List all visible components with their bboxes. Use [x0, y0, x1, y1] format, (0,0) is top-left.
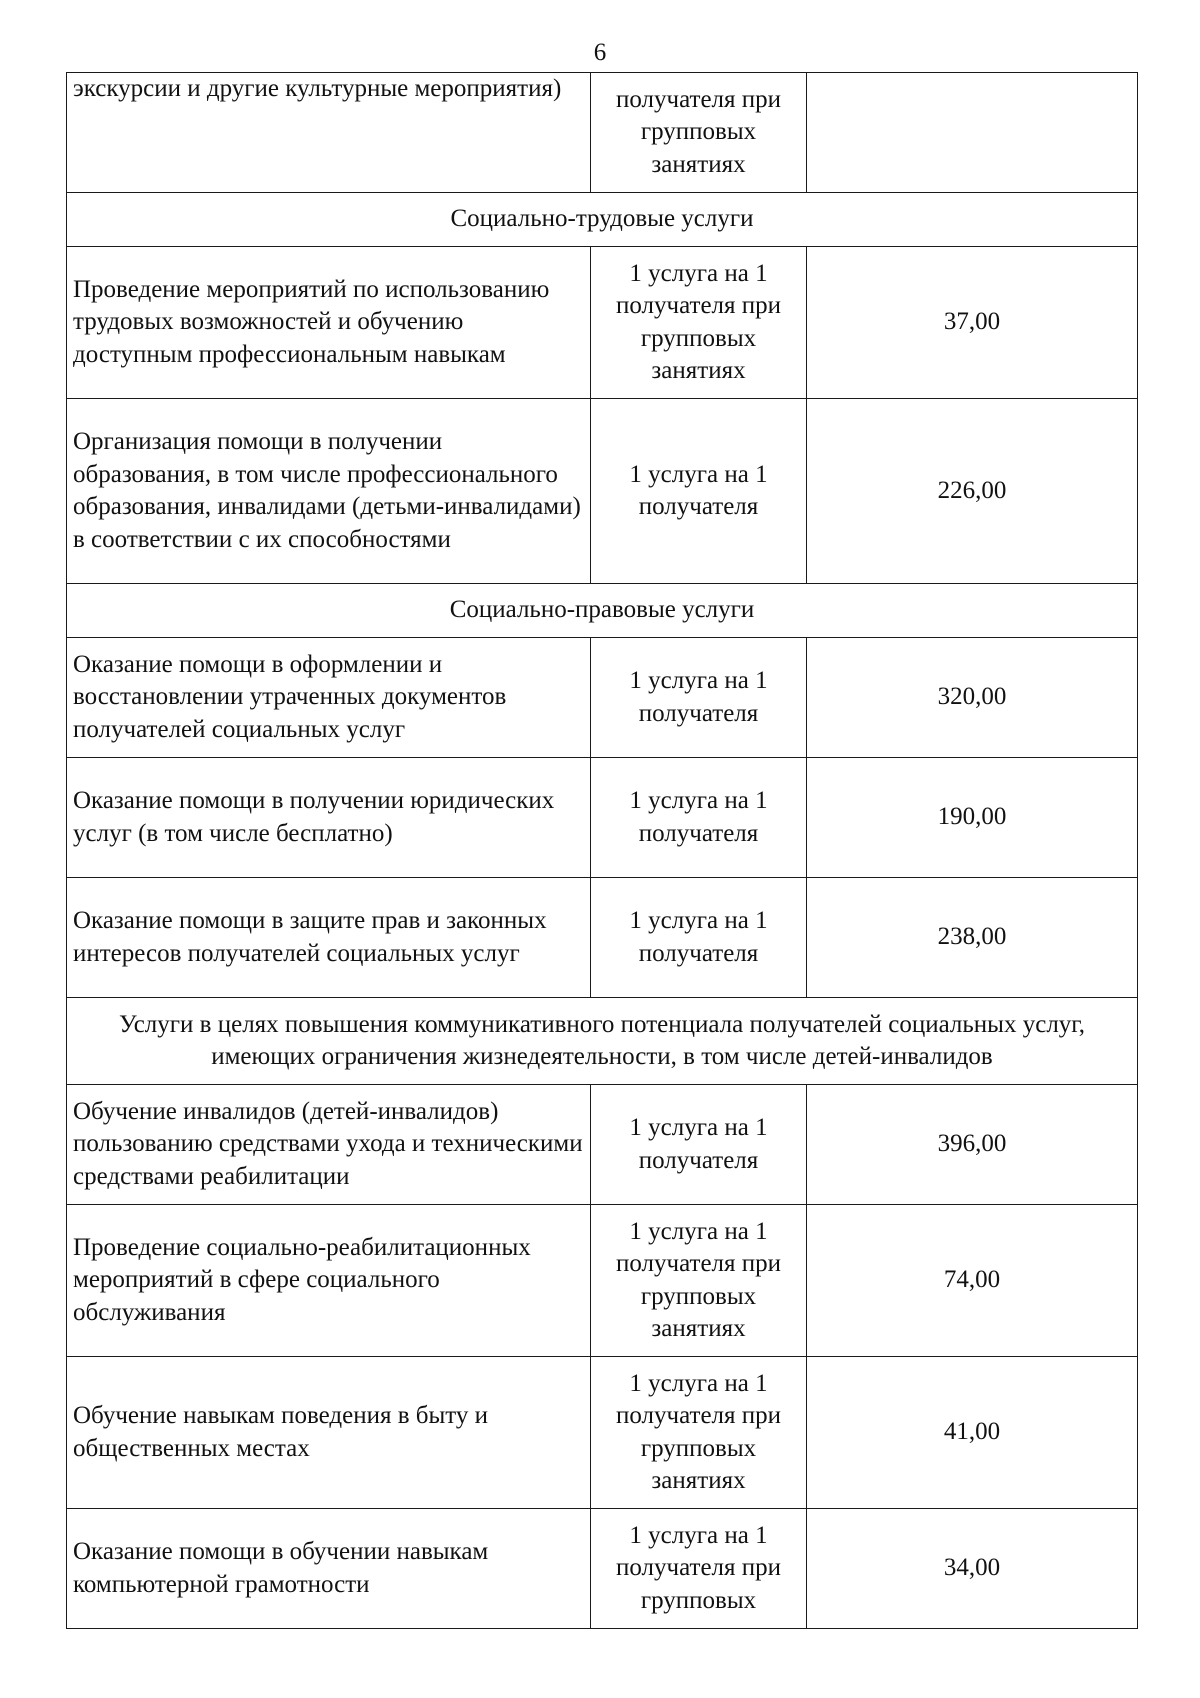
service-name-cell: Обучение инвалидов (детей-инвалидов) пользованию средствами ухода и техническими средствами реабилитации — [67, 1085, 591, 1205]
table-row — [67, 758, 1138, 878]
service-name-cell: Обучение навыкам поведения в быту и общественных местах — [67, 1357, 591, 1509]
table-row — [67, 247, 1138, 399]
service-name-cell: Организация помощи в получении образования, в том числе профессионального образования, инвалидами (детьми-инвалидами) в соответствии с их способностями — [67, 399, 591, 584]
section-title: Услуги в целях повышения коммуникативного потенциала получателей социальных услуг, имеющих ограничения жизнедеятельности, в том числе детей-инвалидов — [67, 998, 1138, 1085]
price-cell: 37,00 — [807, 247, 1138, 399]
table-row — [67, 399, 1138, 584]
table-body — [67, 73, 1138, 1629]
service-name-cell: Оказание помощи в защите прав и законных интересов получателей социальных услуг — [67, 878, 591, 998]
unit-cell: 1 услуга на 1 получателя при групповых занятиях — [591, 1357, 807, 1509]
price-cell — [807, 73, 1138, 193]
unit-cell: получателя при групповых занятиях — [591, 73, 807, 193]
price-cell: 396,00 — [807, 1085, 1138, 1205]
price-cell: 320,00 — [807, 638, 1138, 758]
unit-cell: 1 услуга на 1 получателя — [591, 399, 807, 584]
unit-cell: 1 услуга на 1 получателя при групповых занятиях — [591, 247, 807, 399]
price-cell: 226,00 — [807, 399, 1138, 584]
section-header-row — [67, 584, 1138, 638]
price-cell: 41,00 — [807, 1357, 1138, 1509]
table-row — [67, 638, 1138, 758]
unit-cell: 1 услуга на 1 получателя — [591, 878, 807, 998]
page-number: 6 — [593, 39, 607, 66]
table-row — [67, 73, 1138, 193]
unit-cell: 1 услуга на 1 получателя при групповых — [591, 1509, 807, 1629]
table-row — [67, 1205, 1138, 1357]
table-row — [67, 1085, 1138, 1205]
price-cell: 238,00 — [807, 878, 1138, 998]
price-cell: 190,00 — [807, 758, 1138, 878]
service-name-cell: экскурсии и другие культурные мероприятия) — [67, 73, 591, 193]
unit-cell: 1 услуга на 1 получателя при групповых занятиях — [591, 1205, 807, 1357]
section-title: Социально-трудовые услуги — [67, 193, 1138, 247]
unit-cell: 1 услуга на 1 получателя — [591, 638, 807, 758]
table-row — [67, 1509, 1138, 1629]
unit-cell: 1 услуга на 1 получателя — [591, 1085, 807, 1205]
service-name-cell: Оказание помощи в обучении навыкам компьютерной грамотности — [67, 1509, 591, 1629]
table-row — [67, 1357, 1138, 1509]
section-header-row — [67, 193, 1138, 247]
section-header-row — [67, 998, 1138, 1085]
unit-cell: 1 услуга на 1 получателя — [591, 758, 807, 878]
price-cell: 34,00 — [807, 1509, 1138, 1629]
service-name-cell: Оказание помощи в получении юридических услуг (в том числе бесплатно) — [67, 758, 591, 878]
service-name-cell: Оказание помощи в оформлении и восстановлении утраченных документов получателей социальных услуг — [67, 638, 591, 758]
table-row — [67, 878, 1138, 998]
service-name-cell: Проведение мероприятий по использованию трудовых возможностей и обучению доступным профессиональным навыкам — [67, 247, 591, 399]
section-title: Социально-правовые услуги — [67, 584, 1138, 638]
service-name-cell: Проведение социально-реабилитационных мероприятий в сфере социального обслуживания — [67, 1205, 591, 1357]
price-cell: 74,00 — [807, 1205, 1138, 1357]
services-tariff-table — [66, 72, 1138, 1629]
